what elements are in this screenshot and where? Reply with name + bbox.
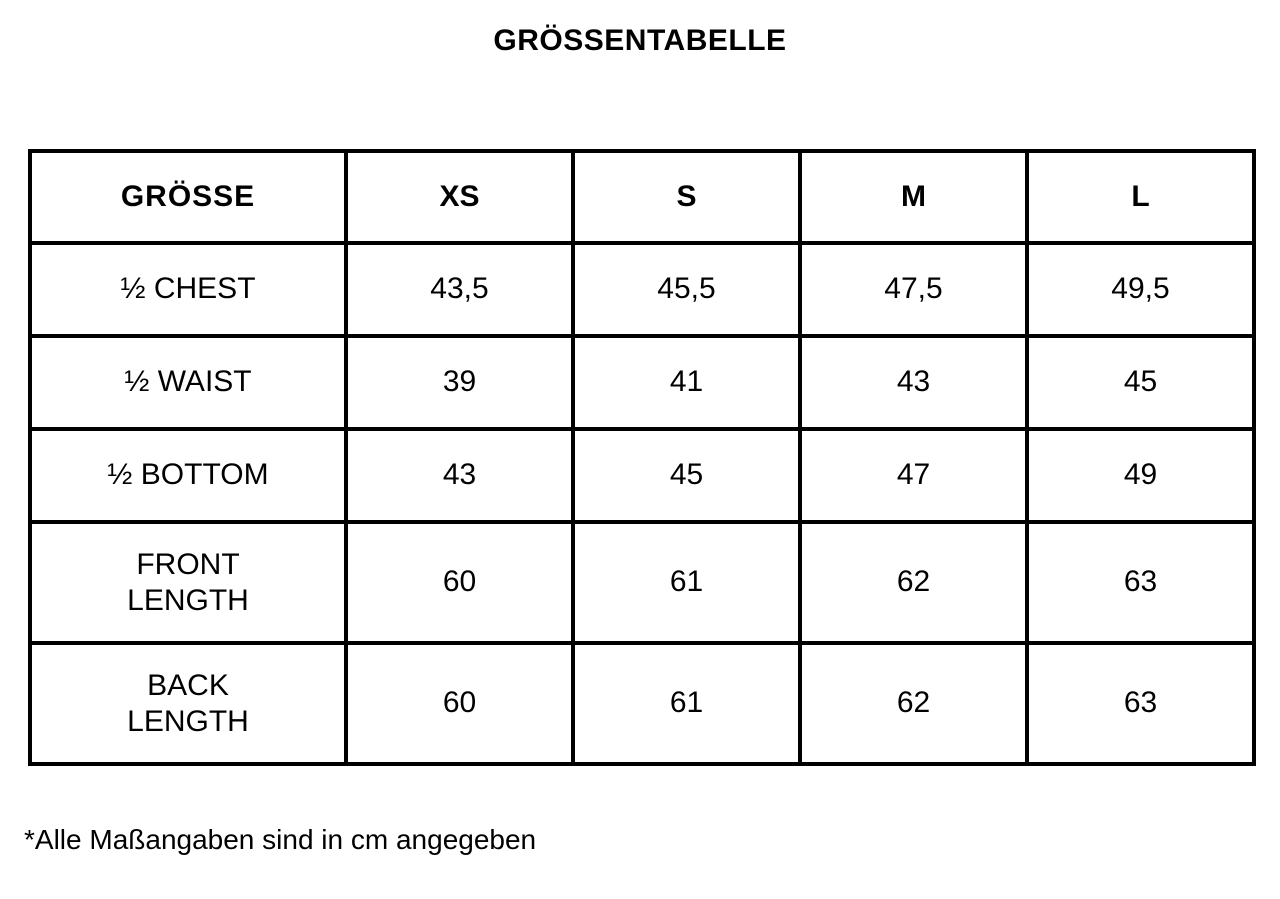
table-row xyxy=(30,243,1254,336)
table-header-row xyxy=(30,151,1254,243)
cell-waist-s: 41 xyxy=(573,336,800,429)
column-header-measure: GRÖSSE xyxy=(30,151,346,243)
size-chart-table-container xyxy=(28,149,1252,766)
row-label-front-length-line2: LENGTH xyxy=(127,583,249,617)
row-label-front-length-line1: FRONT xyxy=(136,548,240,582)
table-row xyxy=(30,643,1254,764)
row-label-bottom: ½ BOTTOM xyxy=(30,429,346,522)
measurement-units-note: *Alle Maßangaben sind in cm angegeben xyxy=(24,824,537,855)
cell-back-length-xs: 60 xyxy=(346,643,573,764)
cell-chest-s: 45,5 xyxy=(573,243,800,336)
column-header-m: M xyxy=(800,151,1027,243)
cell-chest-l: 49,5 xyxy=(1027,243,1254,336)
row-label-back-length-line2: LENGTH xyxy=(127,704,249,738)
row-label-chest: ½ CHEST xyxy=(30,243,346,336)
size-chart-table xyxy=(28,149,1256,766)
cell-front-length-l: 63 xyxy=(1027,522,1254,643)
row-label-waist: ½ WAIST xyxy=(30,336,346,429)
cell-bottom-s: 45 xyxy=(573,429,800,522)
cell-waist-l: 45 xyxy=(1027,336,1254,429)
size-chart-page xyxy=(0,24,1280,899)
page-title: GRÖSSENTABELLE xyxy=(493,24,787,57)
cell-chest-m: 47,5 xyxy=(800,243,1027,336)
cell-bottom-l: 49 xyxy=(1027,429,1254,522)
column-header-s: S xyxy=(573,151,800,243)
column-header-xs: XS xyxy=(346,151,573,243)
row-label-back-length xyxy=(30,643,346,764)
column-header-l: L xyxy=(1027,151,1254,243)
table-body xyxy=(30,243,1254,764)
row-label-front-length xyxy=(30,522,346,643)
cell-front-length-xs: 60 xyxy=(346,522,573,643)
table-row xyxy=(30,522,1254,643)
table-row xyxy=(30,429,1254,522)
cell-back-length-s: 61 xyxy=(573,643,800,764)
cell-front-length-s: 61 xyxy=(573,522,800,643)
cell-chest-xs: 43,5 xyxy=(346,243,573,336)
cell-waist-m: 43 xyxy=(800,336,1027,429)
cell-back-length-l: 63 xyxy=(1027,643,1254,764)
table-row xyxy=(30,336,1254,429)
cell-back-length-m: 62 xyxy=(800,643,1027,764)
table-header xyxy=(30,151,1254,243)
cell-waist-xs: 39 xyxy=(346,336,573,429)
cell-bottom-xs: 43 xyxy=(346,429,573,522)
row-label-back-length-line1: BACK xyxy=(147,669,229,703)
cell-front-length-m: 62 xyxy=(800,522,1027,643)
cell-bottom-m: 47 xyxy=(800,429,1027,522)
